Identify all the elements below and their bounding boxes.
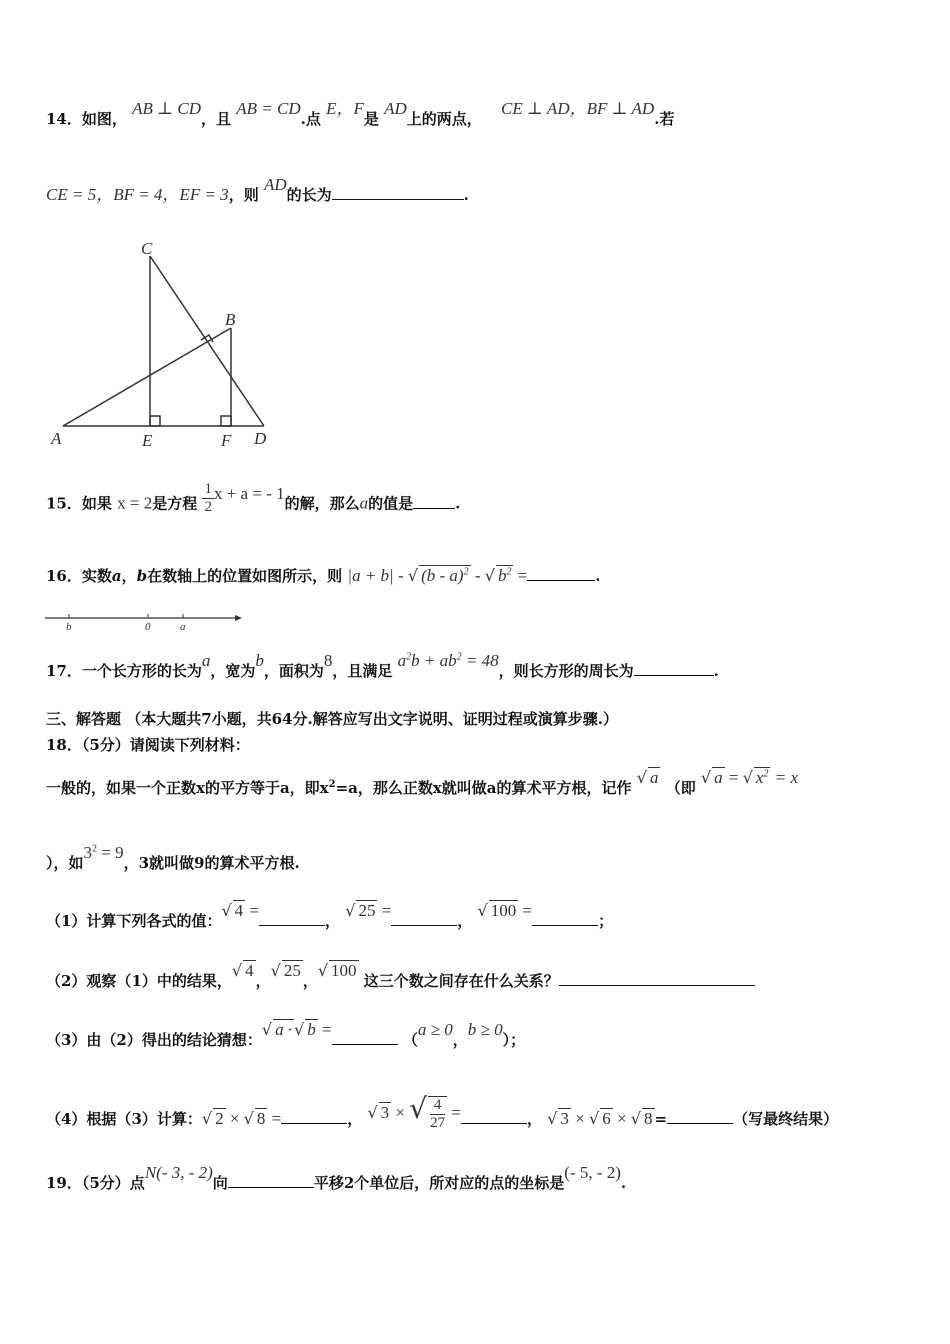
q17-width: b xyxy=(255,651,264,670)
label-e: E xyxy=(142,431,153,450)
q15-text: 的解，那么 xyxy=(284,494,360,513)
radicand: 2 xyxy=(215,1109,224,1128)
q18-fraction xyxy=(430,1097,445,1132)
radicand: 25 xyxy=(283,961,301,980)
label-b: b xyxy=(66,621,72,633)
radical-sign: √ xyxy=(409,1092,428,1125)
q15-equation: x + a = - 1 xyxy=(213,483,285,503)
q18-sqrt-a: a xyxy=(649,768,659,787)
label-f: F xyxy=(221,431,232,450)
question-18-header: 18．（5分）请阅读下列材料： xyxy=(46,736,250,754)
sep: ， xyxy=(457,912,473,930)
q18-fraction-sqrt xyxy=(428,1096,447,1132)
q16-equals: = xyxy=(513,566,528,585)
q18-sup: 2 xyxy=(92,843,98,855)
radicand: 100 xyxy=(490,901,517,920)
label-a: A xyxy=(51,429,62,448)
q17-condition xyxy=(398,651,499,670)
q16-minus: - xyxy=(393,566,408,585)
q18-eq-nine: = 9 xyxy=(97,843,124,862)
eq: = xyxy=(518,901,533,920)
radical-sign: √ xyxy=(589,1109,600,1128)
q18-text: ）； xyxy=(502,1031,526,1049)
q18-text: =a，那么正数x就叫做a的算术平方根，记作 xyxy=(335,779,632,797)
q18-x: x xyxy=(755,768,764,787)
q17-answer-blank[interactable] xyxy=(634,661,714,676)
question-18-part-1 xyxy=(46,901,614,931)
q16-text: . xyxy=(595,567,601,585)
right-angle-e xyxy=(150,416,160,426)
q18-three: 3 xyxy=(83,843,93,862)
q18-text: （ xyxy=(402,1031,418,1049)
radical-sign: √ xyxy=(231,961,243,980)
question-14-number: 14． xyxy=(46,110,82,128)
sep: ， xyxy=(255,972,271,990)
question-15-number: 15． xyxy=(46,494,82,513)
frac-den: 27 xyxy=(430,1114,446,1131)
frac-num: 4 xyxy=(430,1097,445,1115)
q14-ad: AD xyxy=(384,99,407,118)
q16-sup: 2 xyxy=(463,566,469,578)
q18-part4-blank-2[interactable] xyxy=(461,1109,527,1124)
q18-text: 一般的，如果一个正数x的平方等于a，即x xyxy=(46,779,329,797)
q18-part1-blank-1[interactable] xyxy=(259,911,325,926)
radicand: b xyxy=(307,1020,316,1039)
q14-text: .点 xyxy=(300,110,321,128)
radical-sign: √ xyxy=(636,768,647,787)
radicand: 4 xyxy=(234,901,244,920)
q18-part1-sqrt4 xyxy=(221,902,259,920)
line-ab xyxy=(63,328,231,426)
radical-sign: √ xyxy=(742,768,753,787)
q18-text: （写最终结果） xyxy=(733,1110,839,1128)
q18-part4-expr-3 xyxy=(547,1110,654,1128)
question-16-number: 16． xyxy=(46,567,82,585)
q16-text: 在数轴上的位置如图所示，则 xyxy=(147,567,343,585)
q19-direction-blank[interactable] xyxy=(228,1173,314,1188)
q18-text: ， xyxy=(452,1031,468,1049)
radical-sign: √ xyxy=(345,901,356,920)
q15-x-value: x = 2 xyxy=(117,493,153,513)
label-c: C xyxy=(141,239,153,258)
q16-var-a: a xyxy=(111,567,122,585)
q18-sup: 2 xyxy=(328,779,336,790)
radicand: 8 xyxy=(644,1109,653,1128)
question-14-line-2 xyxy=(46,175,469,205)
q15-text: 是方程 xyxy=(152,494,198,513)
q16-sqrt-1-body: (b - a) xyxy=(421,566,464,585)
q18-part2-sqrt4 xyxy=(232,962,256,980)
q18-text: ），如 xyxy=(46,854,84,872)
eq: = xyxy=(654,1110,668,1128)
times: × xyxy=(612,1109,631,1128)
radicand: 25 xyxy=(358,901,376,920)
q18-sqrt-a2: a xyxy=(714,768,723,787)
radical-sign: √ xyxy=(317,961,329,980)
q17-cond-a: a xyxy=(397,651,407,670)
q17-text: ，则长方形的周长为 xyxy=(498,662,634,680)
radicand: 3 xyxy=(380,1103,390,1122)
q18-text: （4）根据（3）计算： xyxy=(46,1110,202,1128)
question-19 xyxy=(46,1163,627,1193)
q18-cond-b: b ≥ 0 xyxy=(467,1020,503,1039)
q17-text: 一个长方形的长为 xyxy=(81,662,202,680)
eq: = xyxy=(267,1109,282,1128)
sep: ； xyxy=(598,912,614,930)
q18-part1-sqrt100 xyxy=(478,902,533,920)
q18-part1-blank-3[interactable] xyxy=(532,911,598,926)
radicand: 8 xyxy=(256,1109,266,1128)
q18-part4-blank-3[interactable] xyxy=(667,1109,733,1124)
question-16 xyxy=(46,565,601,586)
q14-ad-2: AD xyxy=(263,175,287,194)
q18-eq: = xyxy=(724,768,743,787)
q18-part3-expr xyxy=(262,1021,332,1039)
number-line-16 xyxy=(45,610,245,634)
q17-text: ，面积为 xyxy=(263,662,324,680)
q17-text: ，且满足 xyxy=(332,662,393,680)
q19-new-point: (- 5, - 2) xyxy=(564,1163,621,1182)
q17-cond-b: b + ab xyxy=(411,651,457,670)
radicand: 6 xyxy=(602,1109,611,1128)
question-15 xyxy=(46,481,461,522)
section-3-heading: 三、解答题 （本大题共7小题，共64分.解答应写出文字说明、证明过程或演算步骤.） xyxy=(46,710,618,728)
label-b: B xyxy=(225,310,236,329)
q18-part3-blank[interactable] xyxy=(332,1030,398,1045)
q14-text: 是 xyxy=(363,110,379,128)
q14-given-lengths: CE = 5，BF = 4，EF = 3 xyxy=(46,185,229,204)
q18-example-expr xyxy=(84,843,124,862)
radical-sign: √ xyxy=(407,566,419,585)
q18-text: 这三个数之间存在什么关系？ xyxy=(363,972,559,990)
q18-definition-expr xyxy=(701,769,798,787)
figure-14-triangle xyxy=(45,236,285,451)
q14-text: ，且 xyxy=(201,110,232,128)
times: × xyxy=(570,1109,589,1128)
radical-sign: √ xyxy=(270,961,281,980)
q18-part1-sqrt25 xyxy=(345,902,391,920)
question-14-line-1 xyxy=(46,99,675,129)
sep: ， xyxy=(347,1110,363,1128)
question-17 xyxy=(46,651,719,681)
q14-text: 上的两点， xyxy=(406,110,482,128)
q16-answer-blank[interactable] xyxy=(527,566,595,581)
q18-part4-blank-1[interactable] xyxy=(281,1109,347,1124)
sep: ， xyxy=(302,972,318,990)
radical-sign: √ xyxy=(630,1109,641,1128)
q19-text: 向 xyxy=(212,1174,228,1192)
radicand: 100 xyxy=(331,961,357,980)
frac-num: 1 xyxy=(204,481,212,497)
radical-sign: √ xyxy=(221,901,232,920)
q15-text: 的值是 xyxy=(368,494,414,513)
q18-text: （1）计算下列各式的值： xyxy=(46,912,222,930)
radical-sign: √ xyxy=(477,901,488,920)
q16-var-b: b xyxy=(136,567,148,585)
q18-sqrt-x2 xyxy=(754,767,771,788)
eq: = xyxy=(317,1020,332,1039)
question-18-part-3 xyxy=(46,1020,526,1050)
q17-sup: 2 xyxy=(456,651,462,663)
q14-text: ，则 xyxy=(228,186,259,204)
question-17-number: 17． xyxy=(46,662,82,680)
q16-sqrt-1 xyxy=(419,565,470,586)
q18-text: （2）观察（1）中的结果， xyxy=(46,972,232,990)
q15-text: . xyxy=(455,494,461,513)
q15-text: 如果 xyxy=(81,494,112,513)
q14-perp-conditions: CE ⊥ AD，BF ⊥ AD xyxy=(501,99,655,118)
q16-text: ， xyxy=(121,567,137,585)
radical-sign: √ xyxy=(547,1109,558,1128)
right-angle-f xyxy=(221,416,231,426)
q19-point-n: N(- 3, - 2) xyxy=(144,1163,213,1182)
radicand: a · xyxy=(275,1020,293,1039)
q17-text: . xyxy=(713,662,719,680)
q16-minus: - xyxy=(470,566,485,585)
q18-part1-blank-2[interactable] xyxy=(391,911,457,926)
question-18-part-4 xyxy=(46,1092,839,1138)
times: × xyxy=(225,1109,244,1128)
radical-sign: √ xyxy=(201,1109,213,1128)
q18-sup: 2 xyxy=(763,768,769,780)
radical-sign: √ xyxy=(243,1109,254,1128)
q14-answer-blank[interactable] xyxy=(332,185,464,200)
q14-text: 如图， xyxy=(81,110,127,128)
question-18-example xyxy=(46,843,300,873)
q14-expr-perp: AB ⊥ CD xyxy=(132,99,201,118)
radical-sign: √ xyxy=(261,1020,273,1039)
question-18-part-2 xyxy=(46,961,755,991)
eq: = xyxy=(377,901,392,920)
q17-cond-c: = 48 xyxy=(461,651,499,670)
q14-expr-equal: AB = CD xyxy=(236,99,301,118)
label-zero: 0 xyxy=(145,621,151,633)
q18-part2-blank[interactable] xyxy=(559,971,755,986)
eq: = xyxy=(245,901,259,920)
label-d: D xyxy=(254,429,267,448)
q16-sqrt-2 xyxy=(496,565,514,586)
q15-fraction xyxy=(202,481,214,516)
q17-length: a xyxy=(201,651,211,670)
question-19-number: 19．（5分）点 xyxy=(46,1174,145,1192)
radical-sign: √ xyxy=(484,566,495,585)
q18-part2-sqrt100 xyxy=(318,962,359,980)
q15-var-a: a xyxy=(359,493,369,513)
radical-sign: √ xyxy=(294,1020,305,1039)
q18-part4-expr-2 xyxy=(367,1092,461,1131)
q14-points: E，F xyxy=(326,99,364,118)
q18-text: （即 xyxy=(660,779,701,797)
times: × xyxy=(391,1103,410,1122)
q14-text: . xyxy=(463,186,469,204)
q18-cond-a: a ≥ 0 xyxy=(417,1020,453,1039)
radical-sign: √ xyxy=(700,768,712,787)
q17-area: 8 xyxy=(323,651,333,670)
radicand: 4 xyxy=(245,961,254,980)
eq: = xyxy=(447,1103,461,1122)
q14-text: 的长为 xyxy=(286,186,332,204)
q16-sup: 2 xyxy=(506,566,512,578)
q17-sup: 2 xyxy=(406,651,412,663)
radical-sign: √ xyxy=(367,1103,378,1122)
label-a: a xyxy=(180,621,186,633)
line-cd xyxy=(150,256,264,426)
sep: ， xyxy=(325,912,341,930)
q19-text: . xyxy=(620,1174,627,1192)
q16-text: 实数 xyxy=(81,567,112,585)
q18-text: ，3就叫做9的算术平方根. xyxy=(123,854,300,872)
frac-den: 2 xyxy=(204,499,212,515)
q17-text: ，宽为 xyxy=(210,662,256,680)
q18-eq-x: = x xyxy=(770,768,798,787)
radicand: 3 xyxy=(560,1109,569,1128)
sep: ， xyxy=(526,1110,542,1128)
axis-arrow xyxy=(235,615,242,621)
q18-part4-expr-1 xyxy=(202,1110,281,1128)
q18-part2-sqrt25 xyxy=(271,962,303,980)
q19-text: 平移2个单位后，所对应的点的坐标是 xyxy=(313,1174,565,1192)
q18-text: （3）由（2）得出的结论猜想： xyxy=(46,1031,262,1049)
question-18-material xyxy=(46,768,798,798)
q16-abs-expr: |a + b| xyxy=(347,566,394,585)
q14-text: .若 xyxy=(654,110,675,128)
q15-answer-blank[interactable] xyxy=(413,494,455,509)
q16-sqrt-2-body: b xyxy=(497,566,507,585)
